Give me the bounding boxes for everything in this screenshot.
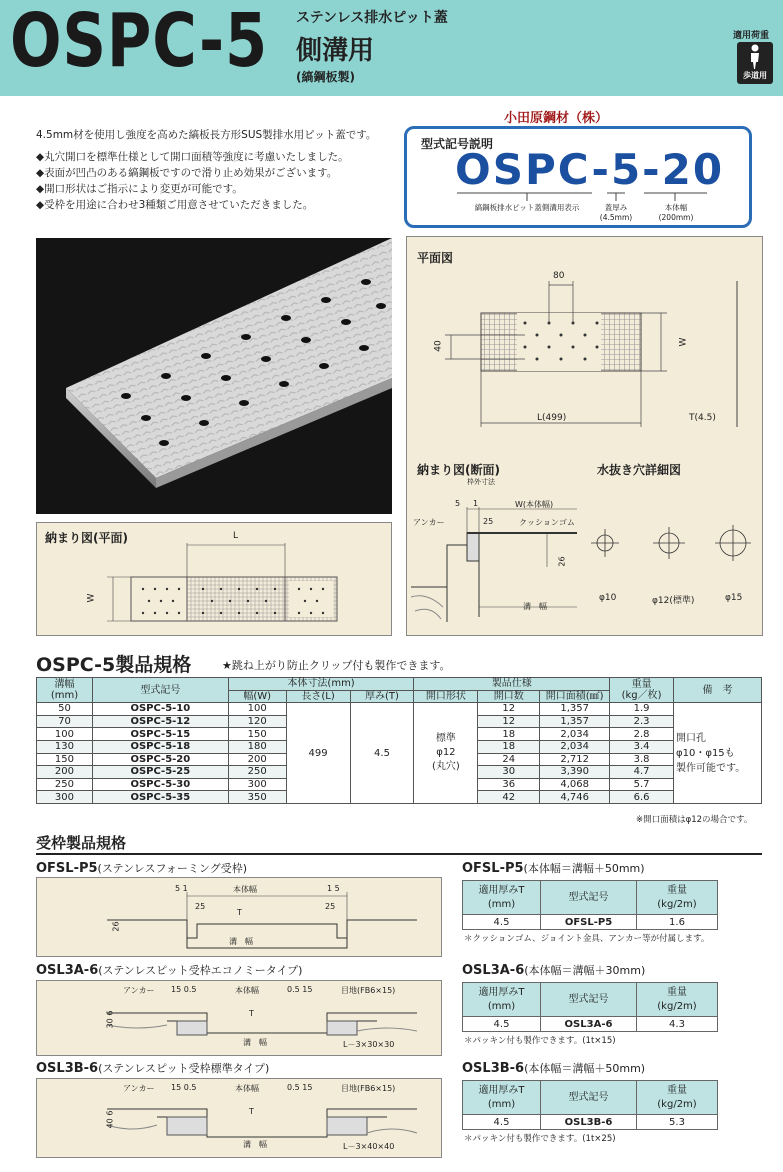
product-subtitle: ステンレス排水ピット蓋 (296, 10, 448, 26)
spec-table (36, 677, 762, 804)
section-frame-label: 枠外寸法 (467, 478, 495, 486)
description-intro: 4.5mm材を使用し強度を高めた縞板長方形SUS製排水用ピット蓋です。 (36, 129, 377, 141)
r2-h1 (463, 983, 541, 1017)
plan-title: 平面図 (417, 251, 454, 265)
product-material: (縞鋼板製) (296, 70, 355, 84)
spec-cell: 100 (37, 728, 93, 741)
plan-dim-t: T(4.5) (689, 413, 716, 423)
col-weight (610, 678, 674, 703)
spec-cell: 24 (478, 753, 540, 766)
spec-cell: 5.7 (610, 778, 674, 791)
col-hole-count: 開口数 (478, 690, 540, 703)
r1-h3-b: (kg/2m) (657, 898, 697, 910)
spec-cell: 4,068 (540, 778, 610, 791)
receiver-2-right-name: OSL3A-6 (462, 963, 525, 978)
hole-shape-line: (丸穴) (431, 761, 460, 773)
r1-h1-b: (mm) (487, 898, 516, 910)
model-code-box (404, 126, 752, 228)
r2-dim-g: 30 6 (105, 1010, 115, 1029)
receiver-1-desc: (ステンレスフォーミング受枠) (97, 862, 247, 875)
spec-cell: OSPC-5-18 (92, 740, 228, 753)
r3-h1-b: (mm) (487, 1098, 516, 1110)
receiver-1-right-heading (462, 860, 645, 876)
col-product: 製品仕様 (414, 678, 610, 691)
col-weight-unit: (kg／枚) (621, 690, 662, 702)
spec-cell: 130 (37, 740, 93, 753)
hole-shape-line: 標準 (435, 733, 456, 745)
spec-length: 499 (286, 703, 350, 804)
section-dim-26: 26 (557, 556, 567, 567)
spec-note: ★跳ね上がり防止クリップ付も製作できます。 (222, 659, 451, 672)
receiver-2-drawing (36, 980, 442, 1056)
r1-dim-e: 25 (195, 902, 206, 911)
remarks-line: φ10・φ15も (676, 747, 735, 759)
plan-dim-l: L(499) (537, 413, 567, 423)
spec-cell: OSPC-5-25 (92, 766, 228, 779)
fit-plan-drawing (37, 523, 393, 637)
product-photo (36, 238, 392, 514)
receiver-3-right-desc: (本体幅＝溝幅＋50mm) (524, 1062, 646, 1075)
fit-plan-dim-w: W (86, 593, 97, 603)
r3-dim-a: アンカー (123, 1084, 155, 1093)
r3-h1 (463, 1081, 541, 1115)
spec-cell: 6.6 (610, 791, 674, 804)
r3-dim-j: L－3×40×40 (343, 1142, 395, 1151)
load-label: 適用荷重 (733, 31, 770, 41)
product-title: OSPC-5 (10, 0, 269, 84)
section-dim-5: 5 (455, 499, 461, 508)
spec-thickness: 4.5 (350, 703, 414, 804)
receiver-3-heading (36, 1060, 269, 1076)
r3-h1-a: 適用厚みT (478, 1084, 525, 1096)
r3-weight: 5.3 (637, 1115, 718, 1130)
r1-model: OFSL-P5 (541, 915, 637, 930)
receiver-2-note: ＊パッキン付も製作できます。(1t×15) (464, 1036, 616, 1046)
spec-cell: 12 (478, 703, 540, 716)
spec-remarks (674, 703, 762, 804)
spec-row (37, 703, 762, 716)
model-code: OSPC-5-20 (455, 145, 725, 194)
pedestrian-icon (737, 42, 773, 70)
plan-dim-40: 40 (433, 340, 444, 352)
r2-h3 (637, 983, 718, 1017)
r3-dim-g: 40 6 (105, 1110, 115, 1129)
col-hole-shape: 開口形状 (414, 690, 478, 703)
spec-cell: 42 (478, 791, 540, 804)
hole-label-12: φ12(標準) (652, 596, 695, 606)
receiver-3-note: ＊パッキン付も製作できます。(1t×25) (464, 1134, 616, 1144)
spec-cell: 120 (228, 715, 286, 728)
spec-cell: 100 (228, 703, 286, 716)
spec-cell: 200 (228, 753, 286, 766)
r1-dim-b: 本体幅 (233, 885, 257, 894)
r3-dim-h: T (249, 1107, 254, 1116)
receiver-1-right-desc: (本体幅＝溝幅＋50mm) (523, 862, 645, 875)
model-note-2a: 蓋厚み (604, 203, 628, 212)
col-dims: 本体寸法(mm) (228, 678, 414, 691)
spec-hole-shape (414, 703, 478, 804)
spec-footnote: ※開口面積はφ12の場合です。 (636, 815, 753, 825)
grating-illustration (36, 238, 392, 514)
receiver-title: 受枠製品規格 (36, 834, 127, 852)
r3-t: 4.5 (463, 1115, 541, 1130)
spec-cell: 18 (478, 740, 540, 753)
spec-cell: 2,712 (540, 753, 610, 766)
r2-dim-a: アンカー (123, 986, 155, 995)
maker-name: 小田原鋼材（株） (504, 111, 609, 126)
r1-h3-a: 重量 (667, 884, 687, 896)
spec-cell: OSPC-5-10 (92, 703, 228, 716)
col-groove (37, 678, 93, 703)
r1-dim-i: 溝 幅 (229, 937, 253, 946)
receiver-2-desc: (ステンレスピット受枠エコノミータイプ) (98, 964, 303, 977)
spec-cell: OSPC-5-15 (92, 728, 228, 741)
spec-cell: OSPC-5-35 (92, 791, 228, 804)
receiver-3-right-heading (462, 1060, 645, 1076)
description-bullet: ◆表面が凹凸のある縞鋼板ですので滑り止め効果がございます。 (36, 167, 338, 179)
col-remarks: 備 考 (674, 678, 762, 703)
hole-label-10: φ10 (599, 593, 617, 603)
fit-plan-panel (36, 522, 392, 636)
r3-dim-b: 15 0.5 (171, 1083, 197, 1092)
hole-label-15: φ15 (725, 593, 743, 603)
spec-cell: OSPC-5-20 (92, 753, 228, 766)
remarks-line: 製作可能です。 (676, 762, 746, 774)
section-cushion: クッションゴム (519, 518, 575, 527)
r1-h1 (463, 881, 541, 915)
product-category: 側溝用 (296, 36, 375, 66)
r1-h2: 型式記号 (541, 881, 637, 915)
receiver-1-note: ＊クッションゴム、ジョイント金具、アンカー等が付属します。 (464, 934, 710, 944)
r3-dim-c: 本体幅 (235, 1084, 259, 1093)
spec-cell: 150 (228, 728, 286, 741)
load-value: 歩道用 (743, 71, 767, 80)
r1-dim-f: 25 (325, 902, 336, 911)
spec-cell: OSPC-5-12 (92, 715, 228, 728)
r3-dim-i: 溝 幅 (243, 1140, 267, 1149)
receiver-divider (36, 853, 762, 855)
r3-h3-a: 重量 (667, 1084, 687, 1096)
r2-h1-b: (mm) (487, 1000, 516, 1012)
receiver-3-table (462, 1080, 718, 1130)
receiver-2-name: OSL3A-6 (36, 963, 99, 978)
r2-t: 4.5 (463, 1017, 541, 1032)
plan-dim-80: 80 (553, 271, 565, 281)
hole-details (587, 517, 764, 577)
description-bullet: ◆開口形状はご指示により変更が可能です。 (36, 183, 243, 195)
description-bullet: ◆丸穴開口を標準仕様として開口面積等強度に考慮いたしました。 (36, 151, 349, 163)
spec-title: OSPC-5製品規格 (36, 654, 192, 676)
description-bullet: ◆受枠を用途に合わせ3種類ご用意させていただきました。 (36, 199, 314, 211)
spec-cell: 18 (478, 728, 540, 741)
model-note-2 (597, 203, 635, 223)
receiver-1-heading (36, 860, 247, 876)
spec-cell: 350 (228, 791, 286, 804)
section-dim-25: 25 (483, 517, 494, 526)
r2-dim-c: 本体幅 (235, 986, 259, 995)
spec-cell: 2.3 (610, 715, 674, 728)
r1-dim-h: 26 (111, 921, 121, 932)
section-title: 納まり図(断面) (417, 463, 500, 477)
spec-cell: 3.8 (610, 753, 674, 766)
spec-cell: 200 (37, 766, 93, 779)
receiver-2-right-heading (462, 962, 645, 978)
receiver-1-name: OFSL-P5 (36, 861, 98, 876)
remarks-line: 開口孔 (676, 732, 707, 744)
spec-cell: 180 (228, 740, 286, 753)
r1-h1-a: 適用厚みT (478, 884, 525, 896)
spec-cell: 1,357 (540, 715, 610, 728)
r2-model: OSL3A-6 (541, 1017, 637, 1032)
col-groove-label: 溝幅 (54, 679, 75, 691)
r3-dim-f: 目地(FB6×15) (341, 1084, 396, 1093)
r3-h3 (637, 1081, 718, 1115)
spec-cell: 3,390 (540, 766, 610, 779)
receiver-3-right-name: OSL3B-6 (462, 1061, 525, 1076)
r2-dim-e: 0.5 15 (287, 985, 313, 994)
receiver-3-drawing (36, 1078, 442, 1158)
col-width: 幅(W) (228, 690, 286, 703)
model-note-3b: (200mm) (658, 213, 694, 222)
model-note-2b: (4.5mm) (599, 213, 633, 222)
r1-dim-c: 1 5 (327, 884, 340, 893)
spec-cell: 12 (478, 715, 540, 728)
spec-cell: 50 (37, 703, 93, 716)
spec-cell: 3.4 (610, 740, 674, 753)
r1-h3 (637, 881, 718, 915)
spec-cell: 4.7 (610, 766, 674, 779)
r1-t: 4.5 (463, 915, 541, 930)
receiver-2-table (462, 982, 718, 1032)
spec-cell: 150 (37, 753, 93, 766)
model-note-3a: 本体幅 (664, 203, 688, 212)
receiver-2-heading (36, 962, 302, 978)
col-weight-label: 重量 (631, 679, 652, 691)
spec-cell: 2.8 (610, 728, 674, 741)
r2-h2: 型式記号 (541, 983, 637, 1017)
model-box-title: 型式記号説明 (421, 137, 494, 151)
spec-cell: 2,034 (540, 740, 610, 753)
receiver-3-desc: (ステンレスピット受枠標準タイプ) (98, 1062, 270, 1075)
r3-h2: 型式記号 (541, 1081, 637, 1115)
spec-cell: 300 (37, 791, 93, 804)
section-anchor: アンカー (413, 518, 445, 527)
fit-plan-dim-l: L (233, 531, 239, 541)
spec-cell: 250 (228, 766, 286, 779)
model-note-3 (651, 203, 701, 223)
r2-dim-h: T (249, 1009, 254, 1018)
fit-plan-title: 納まり図(平面) (45, 531, 128, 545)
r2-h1-a: 適用厚みT (478, 986, 525, 998)
spec-cell: 2,034 (540, 728, 610, 741)
r1-dim-g: T (237, 908, 242, 917)
plan-dim-w: W (678, 337, 689, 347)
receiver-1-right-name: OFSL-P5 (462, 861, 524, 876)
spec-cell: 30 (478, 766, 540, 779)
section-dim-1: 1 (473, 499, 479, 508)
r1-weight: 1.6 (637, 915, 718, 930)
model-note-1: 縞鋼板排水ピット蓋側溝用表示 (474, 203, 580, 212)
r2-weight: 4.3 (637, 1017, 718, 1032)
r1-dim-a: 5 1 (175, 884, 188, 893)
pedestrian-badge (737, 42, 773, 84)
spec-cell: 36 (478, 778, 540, 791)
col-groove-unit: (mm) (50, 690, 79, 702)
spec-cell: 1,357 (540, 703, 610, 716)
r3-model: OSL3B-6 (541, 1115, 637, 1130)
spec-cell: 300 (228, 778, 286, 791)
hole-shape-line: φ12 (436, 747, 456, 759)
spec-cell: 1.9 (610, 703, 674, 716)
spec-cell: 4,746 (540, 791, 610, 804)
receiver-2-right-desc: (本体幅＝溝幅＋30mm) (524, 964, 646, 977)
col-model: 型式記号 (92, 678, 228, 703)
r2-h3-b: (kg/2m) (657, 1000, 697, 1012)
col-hole-area: 開口面積(㎟) (540, 690, 610, 703)
r2-dim-f: 目地(FB6×15) (341, 986, 396, 995)
col-length: 長さ(L) (286, 690, 350, 703)
spec-cell: 250 (37, 778, 93, 791)
receiver-1-table (462, 880, 718, 930)
spec-cell: 70 (37, 715, 93, 728)
r2-dim-b: 15 0.5 (171, 985, 197, 994)
r3-h3-b: (kg/2m) (657, 1098, 697, 1110)
receiver-3-name: OSL3B-6 (36, 1061, 99, 1076)
r2-dim-j: L－3×30×30 (343, 1040, 395, 1049)
section-w-label: W(本体幅) (515, 500, 554, 509)
r2-dim-i: 溝 幅 (243, 1038, 267, 1047)
drawing-panel (406, 236, 763, 636)
section-groove: 溝 幅 (523, 602, 547, 611)
receiver-1-drawing (36, 877, 442, 957)
holes-title: 水抜き穴詳細図 (597, 463, 682, 477)
description (36, 127, 396, 213)
spec-cell: OSPC-5-30 (92, 778, 228, 791)
r3-dim-e: 0.5 15 (287, 1083, 313, 1092)
r2-h3-a: 重量 (667, 986, 687, 998)
col-thickness: 厚み(T) (350, 690, 414, 703)
